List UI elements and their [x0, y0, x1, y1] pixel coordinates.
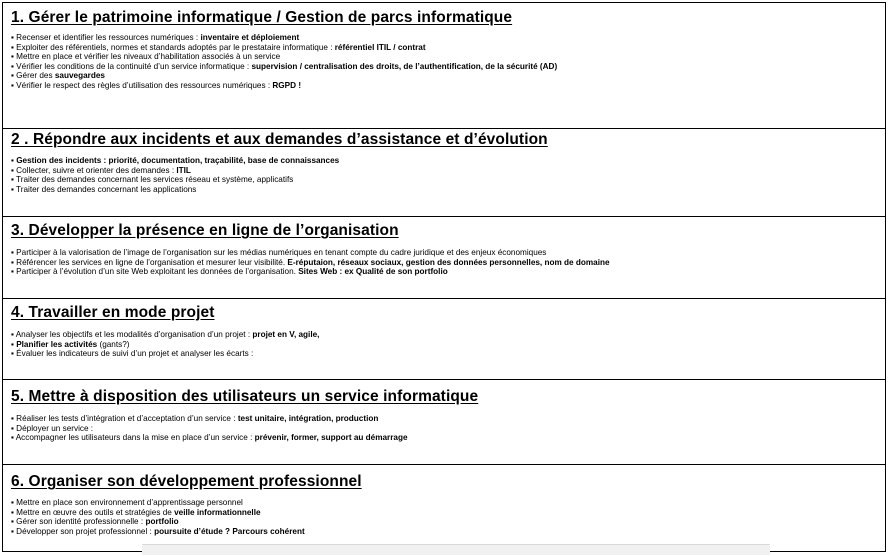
- list-item: ▪ Participer à l’évolution d’un site Web exploitant les données de l’organisation. Sites Web : ex Qualité de son portfolio: [11, 267, 448, 277]
- list-item: ▪ Participer à la valorisation de l’image de l’organisation sur les médias numériques en tenant compte du cadre juridique et des enjeux économiques: [11, 248, 547, 257]
- list-item: ▪ Traiter des demandes concernant les services réseau et système, applicatifs: [11, 175, 294, 185]
- section-2: [3, 128, 885, 216]
- section-5: [3, 379, 885, 464]
- document-page: [2, 2, 886, 552]
- section-4: [3, 298, 885, 379]
- section-title: 2 . Répondre aux incidents et aux demandes d’assistance et d’évolution: [11, 131, 548, 148]
- list-item: ▪ Recenser et identifier les ressources numériques : inventaire et déploiement: [11, 33, 300, 42]
- list-item: ▪ Gérer son identité professionnelle : portfolio: [11, 517, 179, 527]
- list-item: ▪ Planifier les activités (gants?): [11, 339, 130, 349]
- section-title: 3. Développer la présence en ligne de l’organisation: [11, 222, 399, 239]
- section-3: [3, 216, 885, 298]
- list-item: ▪ Mettre en œuvre des outils et stratégies de veille informationnelle: [11, 507, 261, 517]
- section-items: [11, 33, 557, 91]
- list-item: ▪ Gérer des sauvegardes: [11, 71, 105, 81]
- section-items: [11, 498, 305, 536]
- section-1: [3, 3, 885, 128]
- section-items: [11, 330, 319, 359]
- list-item: ▪ Développer son projet professionnel : poursuite d’étude ? Parcours cohérent: [11, 526, 305, 536]
- bottom-strip: [142, 544, 770, 555]
- section-items: [11, 156, 339, 194]
- list-item: ▪ Gestion des incidents : priorité, documentation, traçabilité, base de connaissances: [11, 156, 340, 165]
- list-item: ▪ Accompagner les utilisateurs dans la mise en place d’un service : prévenir, former, support au démarrage: [11, 433, 408, 443]
- list-item: ▪ Référencer les services en ligne de l’organisation et mesurer leur visibilité. E-réputaion, réseaux sociaux, gestion des données personnelles, nom de domaine: [11, 257, 610, 267]
- list-item: ▪ Déployer un service :: [11, 423, 94, 433]
- list-item: ▪ Vérifier le respect des règles d’utilisation des ressources numériques : RGPD !: [11, 80, 302, 90]
- section-items: [11, 248, 610, 277]
- list-item: ▪ Collecter, suivre et orienter des demandes : ITIL: [11, 165, 191, 175]
- section-title: 6. Organiser son développement professionnel: [11, 473, 362, 490]
- list-item: ▪ Réaliser les tests d’intégration et d’acceptation d’un service : test unitaire, intégration, production: [11, 414, 379, 423]
- list-item: ▪ Évaluer les indicateurs de suivi d’un projet et analyser les écarts :: [11, 349, 254, 359]
- list-item: ▪ Traiter des demandes concernant les applications: [11, 184, 197, 194]
- list-item: ▪ Vérifier les conditions de la continuité d’un service informatique : supervision / centralisation des droits, de l’authentification, de la sécurité (AD): [11, 61, 558, 71]
- list-item: ▪ Mettre en place et vérifier les niveaux d’habilitation associés à un service: [11, 52, 281, 62]
- section-6: [3, 464, 885, 551]
- list-item: ▪ Exploiter des référentiels, normes et standards adoptés par le prestataire informatique : référentiel ITIL / contrat: [11, 42, 426, 52]
- section-title: 5. Mettre à disposition des utilisateurs un service informatique: [11, 388, 479, 405]
- section-items: [11, 414, 408, 443]
- list-item: ▪ Analyser les objectifs et les modalités d’organisation d’un projet : projet en V, agile,: [11, 330, 320, 339]
- list-item: ▪ Mettre en place son environnement d’apprentissage personnel: [11, 498, 243, 507]
- section-title: 4. Travailler en mode projet: [11, 304, 215, 321]
- section-title: 1. Gérer le patrimoine informatique / Gestion de parcs informatique: [11, 9, 513, 26]
